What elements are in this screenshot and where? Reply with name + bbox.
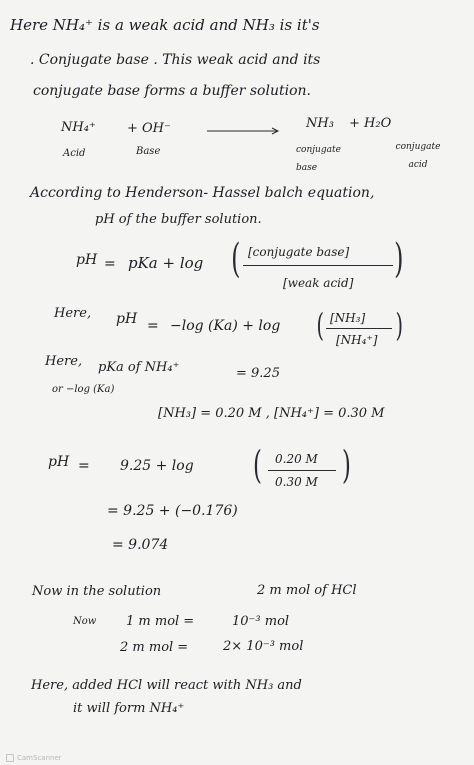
concentrations: [NH₃] = 0.20 M , [NH₄⁺] = 0.30 M: [158, 406, 385, 421]
eq1-right-paren: ): [394, 236, 404, 282]
reaction-product-1: NH₃: [306, 116, 334, 131]
eq3-denominator: 0.30 M: [275, 475, 318, 489]
eq2-denominator: [NH₄⁺]: [336, 333, 378, 347]
reaction-reactant-1: NH₄⁺: [61, 120, 96, 135]
line-3: conjugate base forms a buffer solution.: [33, 83, 311, 99]
pka-text: pKa of NH₄⁺: [98, 360, 180, 375]
label-acid: Acid: [63, 148, 86, 159]
eq1-left-paren: (: [231, 236, 241, 282]
eq2-left-paren: (: [316, 306, 324, 344]
eq3-rhs: 9.25 + log: [120, 458, 194, 474]
eq3-fraction-bar: [268, 470, 336, 471]
line-7-right: 10⁻³ mol: [232, 614, 290, 629]
eq2-lead: Here,: [54, 306, 92, 321]
scanner-watermark: CamScanner: [6, 754, 62, 762]
eq3-numerator: 0.20 M: [275, 452, 318, 466]
line-5: pH of the buffer solution.: [95, 212, 262, 227]
eq1-fraction-bar: [243, 265, 393, 266]
eq3-equals: =: [78, 458, 90, 474]
label-base: Base: [136, 146, 161, 157]
eq2-right-paren: ): [395, 306, 403, 344]
line-2: . Conjugate base . This weak acid and its: [30, 52, 321, 68]
scanner-logo-icon: [6, 754, 14, 762]
line-8-left: 2 m mol =: [120, 640, 189, 655]
eq3-lhs: pH: [48, 454, 70, 470]
line-1: Here NH₄⁺ is a weak acid and NH₃ is it's: [10, 16, 320, 34]
eq2-numerator: [NH₃]: [330, 311, 366, 325]
line-9: Here, added HCl will react with NH₃ and: [31, 678, 302, 693]
pka-value: = 9.25: [236, 366, 280, 381]
reaction-product-2: + H₂O: [349, 116, 392, 131]
line-8-right: 2× 10⁻³ mol: [223, 639, 304, 654]
line-4: According to Henderson- Hassel balch equation,: [30, 185, 375, 201]
eq1-denominator: [weak acid]: [283, 276, 354, 290]
line-7-left: 1 m mol =: [126, 614, 195, 629]
eq2-fraction-bar: [326, 328, 392, 329]
line-6-amount: 2 m mol of HCl: [257, 583, 357, 598]
reaction-reactant-2: + OH⁻: [127, 121, 171, 136]
eq1-equals: =: [104, 256, 116, 272]
eq5: = 9.074: [112, 537, 169, 553]
pka-alt: or −log (Ka): [52, 384, 115, 395]
line-6: Now in the solution: [32, 584, 162, 599]
reaction-arrow: [207, 127, 281, 135]
eq3-right-paren: ): [341, 443, 351, 487]
eq2-equals: =: [147, 318, 159, 334]
eq1-lhs: pH: [76, 252, 98, 268]
label-conjugate-acid: conjugate acid: [395, 142, 441, 170]
pka-lead: Here,: [45, 354, 83, 369]
eq2-rhs: −log (Ka) + log: [170, 318, 281, 334]
eq2-lhs: pH: [116, 311, 138, 327]
eq1-numerator: [conjugate base]: [248, 245, 350, 259]
eq1-rhs: pKa + log: [128, 254, 204, 272]
label-conjugate-base: conjugate base: [296, 145, 341, 173]
eq4: = 9.25 + (−0.176): [107, 503, 238, 519]
line-10: it will form NH₄⁺: [73, 701, 185, 716]
eq3-left-paren: (: [252, 443, 262, 487]
line-7-now: Now: [73, 616, 97, 627]
